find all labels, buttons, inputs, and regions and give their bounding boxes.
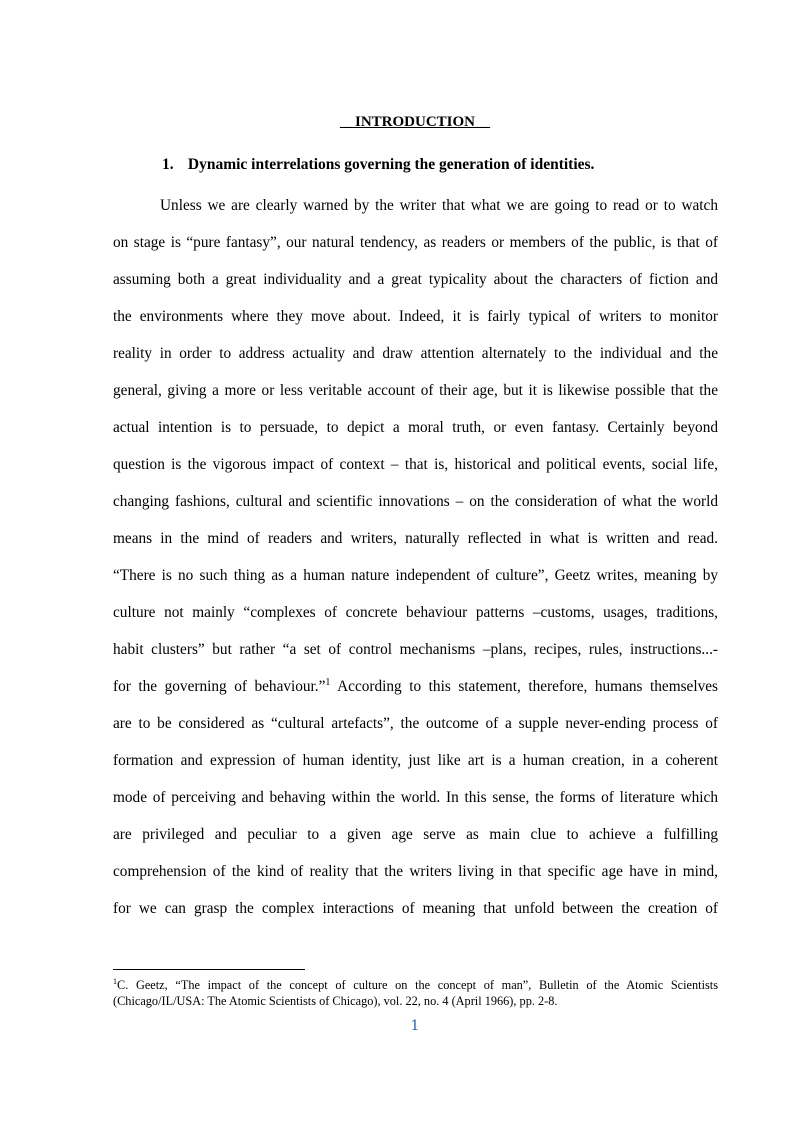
body-line: question is the vigorous impact of context – that is, historical and political events, social life, — [113, 456, 718, 473]
body-line: actual intention is to persuade, to depict a moral truth, or even fantasy. Certainly beyond — [113, 419, 718, 436]
body-line: changing fashions, cultural and scientific innovations – on the consideration of what the world — [113, 493, 718, 510]
footnote-marker: 1 — [113, 976, 117, 986]
footnote — [113, 977, 718, 1009]
section-number: 1. — [162, 156, 174, 173]
body-line: reality in order to address actuality and draw attention alternately to the individual and the — [113, 345, 718, 362]
body-line: culture not mainly “complexes of concrete behaviour patterns –customs, usages, traditions, — [113, 604, 718, 621]
body-line: Unless we are clearly warned by the writer that what we are going to read or to watch — [160, 197, 718, 214]
body-line: are to be considered as “cultural artefacts”, the outcome of a supple never-ending process of — [113, 715, 718, 732]
body-line: are privileged and peculiar to a given age serve as main clue to achieve a fulfilling — [113, 826, 718, 843]
body-line: habit clusters” but rather “a set of control mechanisms –plans, recipes, rules, instructions...- — [113, 641, 718, 658]
body-line-part: for the governing of behaviour.” — [113, 678, 326, 695]
body-line: comprehension of the kind of reality that the writers living in that specific age have in mind, — [113, 863, 718, 880]
body-line: for we can grasp the complex interactions of meaning that unfold between the creation of — [113, 900, 718, 917]
footnote-text: C. Geetz, “The impact of the concept of culture on the concept of man”, Bulletin of the Atomic Scientists — [117, 978, 718, 992]
footnote-line: (Chicago/IL/USA: The Atomic Scientists of Chicago), vol. 22, no. 4 (April 1966), pp. 2-8. — [113, 994, 558, 1008]
footnote-line — [113, 977, 718, 993]
body-text — [113, 193, 718, 933]
body-line: “There is no such thing as a human nature independent of culture”, Geetz writes, meaning by — [113, 567, 718, 584]
page-number: 1 — [410, 1018, 420, 1034]
body-line: formation and expression of human identity, just like art is a human creation, in a coherent — [113, 752, 718, 769]
body-line: means in the mind of readers and writers, naturally reflected in what is written and read. — [113, 530, 718, 547]
footnote-divider — [113, 969, 305, 970]
footnote-reference[interactable]: 1 — [325, 676, 331, 688]
body-line: general, giving a more or less veritable account of their age, but it is likewise possible that the — [113, 382, 718, 399]
page-title: __INTRODUCTION__ — [339, 114, 490, 130]
body-line-part: According to this statement, therefore, humans themselves — [337, 678, 718, 695]
body-line-with-footnote — [113, 674, 718, 711]
body-line: mode of perceiving and behaving within the world. In this sense, the forms of literature which — [113, 789, 718, 806]
section-heading — [162, 156, 594, 174]
section-heading-text: Dynamic interrelations governing the generation of identities. — [187, 156, 595, 173]
body-line: on stage is “pure fantasy”, our natural tendency, as readers or members of the public, is that of — [113, 234, 718, 251]
body-line: the environments where they move about. Indeed, it is fairly typical of writers to monitor — [113, 308, 718, 325]
body-line: assuming both a great individuality and a great typicality about the characters of fiction and — [113, 271, 718, 288]
